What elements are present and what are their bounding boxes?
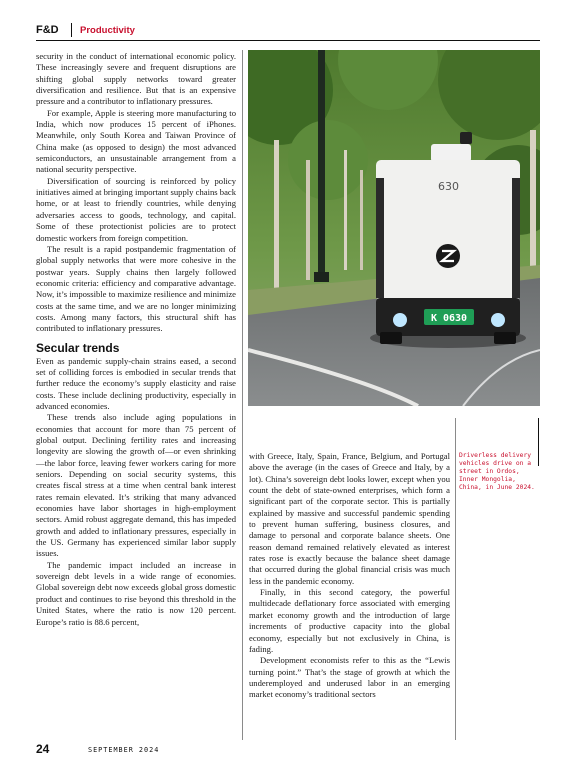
license-plate: K 0630 xyxy=(430,313,468,324)
paragraph: The pandemic impact included an increase in sovereign debt levels in a wide range of economies. Global sovereign debt now exceeds global gross domestic product and continues to rise beyond this threshold in the United States, where the ratio is now 120 percent. Europe’s ratio is 88.6 percent, xyxy=(36,559,236,627)
photo-caption: Driverless delivery vehicles drive on a street in Ordos, Inner Mongolia, China, in June 2024. xyxy=(459,452,535,491)
header-separator xyxy=(71,23,72,37)
paragraph: Even as pandemic supply-chain strains eased, a second set of colliding forces is embodied in secular trends that further reduce the economy’s supply elasticity and raise costs. These include declining productivity, especially in advanced economies. xyxy=(36,355,236,411)
article-column-left xyxy=(36,51,236,628)
paragraph: For example, Apple is steering more manufacturing to India, which now produces 15 percent of iPhones. Meanwhile, only South Korea and Taiwan Province of China make (as opposed to design) the most advanced semiconductors, an unsustainable arrangement from a national security perspective. xyxy=(36,107,236,175)
column-divider-left xyxy=(242,50,243,740)
magazine-brand: F&D xyxy=(36,24,59,36)
paragraph: Diversification of sourcing is reinforced by policy initiatives aimed at bringing important supply chains back home, or at least to friendly countries, while denying adversaries access to goods, technology, and capital. Some of these protectionist policies are to protect domestic workers from foreign competition. xyxy=(36,175,236,243)
column-divider-right xyxy=(455,418,456,740)
paragraph: Development economists refer to this as the “Lewis turning point.” That’s the stage of growth at which the underemployed and underused labor in an emerging market economy’s traditional sectors xyxy=(249,655,450,700)
issue-date: SEPTEMBER 2024 xyxy=(88,746,160,754)
page-number: 24 xyxy=(36,742,50,756)
vehicle-number: 630 xyxy=(438,180,459,193)
delivery-vehicle-photo xyxy=(248,50,540,406)
page-header xyxy=(36,22,540,40)
section-heading: Secular trends xyxy=(36,340,120,355)
article-column-right xyxy=(249,451,450,701)
header-rule xyxy=(36,40,540,41)
paragraph: The result is a rapid postpandemic fragmentation of global supply networks that were more cohesive in the postwar years. Supply chains then largely followed economic criteria: efficiency and comparative advantage. Now, it’s impossible to maximize resilience and minimize costs at the same time, and we are no longer minimizing costs. Among many factors, this structural shift has contributed to inflationary pressures. xyxy=(36,243,236,334)
section-label: Productivity xyxy=(80,25,135,36)
paragraph: security in the conduct of international economic policy. These increasingly severe and frequent disruptions are shifting global supply networks toward greater diversification and resilience. But that is an expensive pressure and a contributor to inflationary pressures. xyxy=(36,51,236,107)
paragraph: Finally, in this second category, the powerful multidecade deflationary force associated with emerging market economy growth and the introduction of large increments of productive capacity into the global economy, especially but not exclusively in China, is fading. xyxy=(249,587,450,654)
paragraph: with Greece, Italy, Spain, France, Belgium, and Portugal above the average (in the cases of Greece and Italy, by a lot). China’s sovereign debt looks lower, except when you count the debt of state-owned enterprises, which form a significant part of the corporate sector. This is partially explained by massive and successful pandemic spending to prevent human suffering, business closures, and damage to personal and corporate balance sheets. One reason demand remained relatively elevated as interest rates rose is exactly because the balance sheet damage that occurred during the global financial crisis was much less in the pandemic economy. xyxy=(249,451,450,586)
paragraph: These trends also include aging populations in economies that account for more than 75 percent of global output. Declining fertility rates and increasing longevity are slowing the growth of—or even shrinking—the labor force, leaving fewer workers caring for more seniors. Depending on social security systems, this creates fiscal stress at a time when central bank interest rates remain elevated. It’s striking that many advanced economies have labor shortages in high-employment sectors. Amid robust aggregate demand, this has impeded growth and added to inflationary pressures, especially in the US. Germany has experienced similar labor supply issues. xyxy=(36,412,236,559)
